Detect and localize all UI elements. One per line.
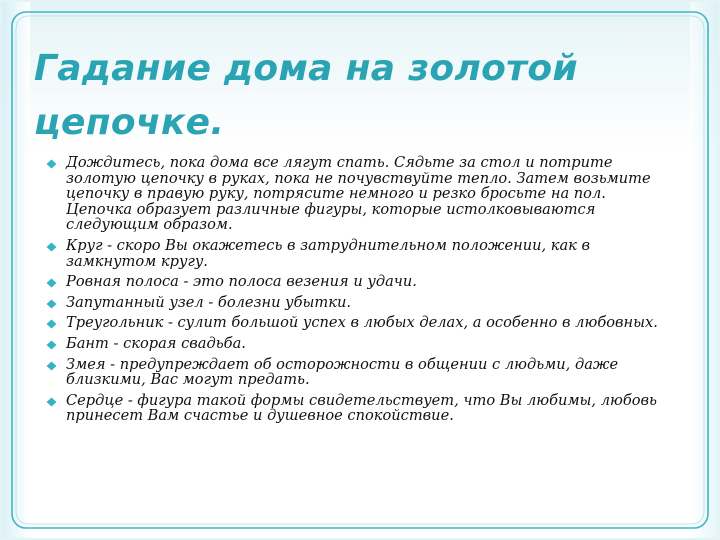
list-item: [44, 393, 674, 424]
bullet-list: [44, 155, 674, 429]
bullet-diamond-icon: [46, 299, 57, 309]
list-item-text: Змея - предупреждает об осторожности в общении с людьми, даже близкими, Вас могут предать.: [66, 355, 619, 389]
list-item-text: Запутанный узел - болезни убытки.: [66, 293, 351, 311]
list-item: [44, 336, 674, 352]
list-item-text: Ровная полоса - это полоса везения и удачи.: [66, 273, 417, 291]
list-item-text: Дождитесь, пока дома все лягут спать. Сядьте за стол и потрите золотую цепочку в руках, пока не почувствуйте тепло. Затем возьмите цепочку в правую руку, потрясите немного и резко бросьте на пол. Цепочка образует различные фигуры, которые истолковываются следующим образом.: [66, 154, 651, 234]
bullet-diamond-icon: [46, 242, 57, 252]
bullet-diamond-icon: [46, 361, 57, 371]
list-item: [44, 238, 674, 269]
bullet-diamond-icon: [46, 397, 57, 407]
slide-title: Гадание дома на золотой цепочке.: [34, 48, 578, 143]
list-item: [44, 155, 674, 233]
bullet-diamond-icon: [46, 159, 57, 169]
list-item-text: Круг - скоро Вы окажетесь в затруднительном положении, как в замкнутом кругу.: [66, 236, 591, 270]
list-item-text: Бант - скорая свадьба.: [66, 334, 246, 352]
list-item: [44, 357, 674, 388]
list-item: [44, 315, 674, 331]
list-item: [44, 274, 674, 290]
list-item: [44, 295, 674, 311]
list-item-text: Треугольник - сулит большой успех в любых делах, а особенно в любовных.: [66, 314, 658, 332]
bullet-diamond-icon: [46, 340, 57, 350]
bullet-diamond-icon: [46, 278, 57, 288]
bullet-diamond-icon: [46, 319, 57, 329]
list-item-text: Сердце - фигура такой формы свидетельствует, что Вы любимы, любовь принесет Вам счастье и душевное спокойствие.: [66, 391, 657, 425]
